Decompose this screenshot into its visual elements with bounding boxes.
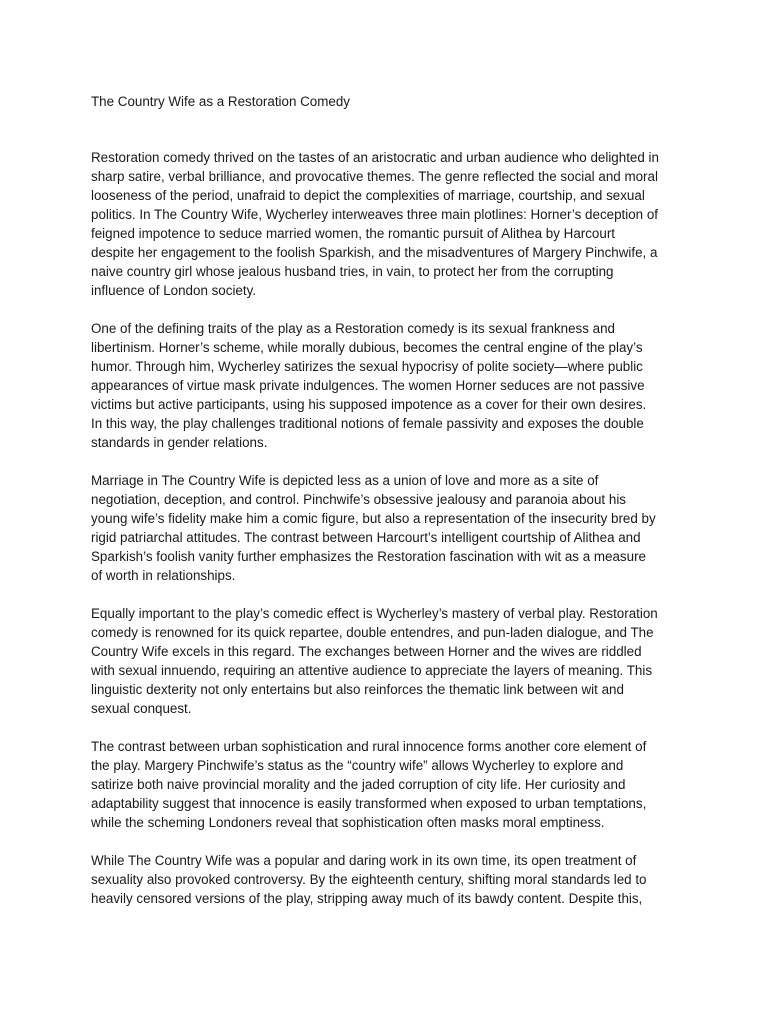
text-line: young wife’s fidelity make him a comic figure, but also a representation of the insecurity bred by <box>91 511 656 526</box>
text-line: Sparkish’s foolish vanity further emphasizes the Restoration fascination with wit as a measure <box>91 549 646 564</box>
text-line: sexual conquest. <box>91 701 192 716</box>
paragraph-1 <box>91 148 691 300</box>
text-line: sharp satire, verbal brilliance, and provocative themes. The genre reflected the social and moral <box>91 169 658 184</box>
text-line: The contrast between urban sophistication and rural innocence forms another core element of <box>91 739 647 754</box>
text-line: with sexual innuendo, requiring an attentive audience to appreciate the layers of meaning. This <box>91 663 653 678</box>
text-line: sexuality also provoked controversy. By the eighteenth century, shifting moral standards led to <box>91 872 647 887</box>
document-title: The Country Wife as a Restoration Comedy <box>91 94 350 109</box>
paragraph-4 <box>91 604 691 718</box>
paragraph-2 <box>91 319 691 452</box>
text-line: influence of London society. <box>91 283 257 298</box>
paragraph-6 <box>91 851 691 908</box>
text-line: adaptability suggest that innocence is easily transformed when exposed to urban temptations, <box>91 796 647 811</box>
text-line: Country Wife excels in this regard. The exchanges between Horner and the wives are riddled <box>91 644 642 659</box>
text-line: standards in gender relations. <box>91 435 268 450</box>
text-line: of worth in relationships. <box>91 568 236 583</box>
text-line: while the scheming Londoners reveal that sophistication often masks moral emptiness. <box>91 815 605 830</box>
document-page <box>91 92 691 927</box>
text-line: the play. Margery Pinchwife’s status as the “country wife” allows Wycherley to explore and <box>91 758 624 773</box>
text-line: naive country girl whose jealous husband tries, in vain, to protect her from the corrupting <box>91 264 614 279</box>
text-line: One of the defining traits of the play as a Restoration comedy is its sexual frankness and <box>91 321 616 336</box>
text-line: satirize both naive provincial morality and the jaded corruption of city life. Her curiosity and <box>91 777 626 792</box>
text-line: linguistic dexterity not only entertains but also reinforces the thematic link between wit and <box>91 682 624 697</box>
text-line: humor. Through him, Wycherley satirizes the sexual hypocrisy of polite society—where public <box>91 359 643 374</box>
text-line: victims but active participants, using his supposed impotence as a cover for their own desires. <box>91 397 647 412</box>
text-line: Marriage in The Country Wife is depicted less as a union of love and more as a site of <box>91 473 599 488</box>
text-line: politics. In The Country Wife, Wycherley interweaves three main plotlines: Horner’s deception of <box>91 207 659 222</box>
text-line: In this way, the play challenges traditional notions of female passivity and exposes the double <box>91 416 644 431</box>
text-line: Equally important to the play’s comedic effect is Wycherley’s mastery of verbal play. Restoration <box>91 606 658 621</box>
text-line: While The Country Wife was a popular and daring work in its own time, its open treatment of <box>91 853 637 868</box>
text-line: despite her engagement to the foolish Sparkish, and the misadventures of Margery Pinchwife, a <box>91 245 658 260</box>
text-line: negotiation, deception, and control. Pinchwife’s obsessive jealousy and paranoia about his <box>91 492 626 507</box>
text-line: looseness of the period, unafraid to depict the complexities of marriage, courtship, and sexual <box>91 188 645 203</box>
text-line: rigid patriarchal attitudes. The contrast between Harcourt’s intelligent courtship of Alithea and <box>91 530 641 545</box>
text-line: libertinism. Horner’s scheme, while morally dubious, becomes the central engine of the play’s <box>91 340 643 355</box>
paragraph-5 <box>91 737 691 832</box>
text-line: Restoration comedy thrived on the tastes of an aristocratic and urban audience who delighted in <box>91 150 659 165</box>
text-line: comedy is renowned for its quick repartee, double entendres, and pun-laden dialogue, and The <box>91 625 654 640</box>
text-line: heavily censored versions of the play, stripping away much of its bawdy content. Despite this, <box>91 891 643 906</box>
text-line: feigned impotence to seduce married women, the romantic pursuit of Alithea by Harcourt <box>91 226 615 241</box>
paragraph-3 <box>91 471 691 585</box>
text-line: appearances of virtue mask private indulgences. The women Horner seduces are not passive <box>91 378 645 393</box>
